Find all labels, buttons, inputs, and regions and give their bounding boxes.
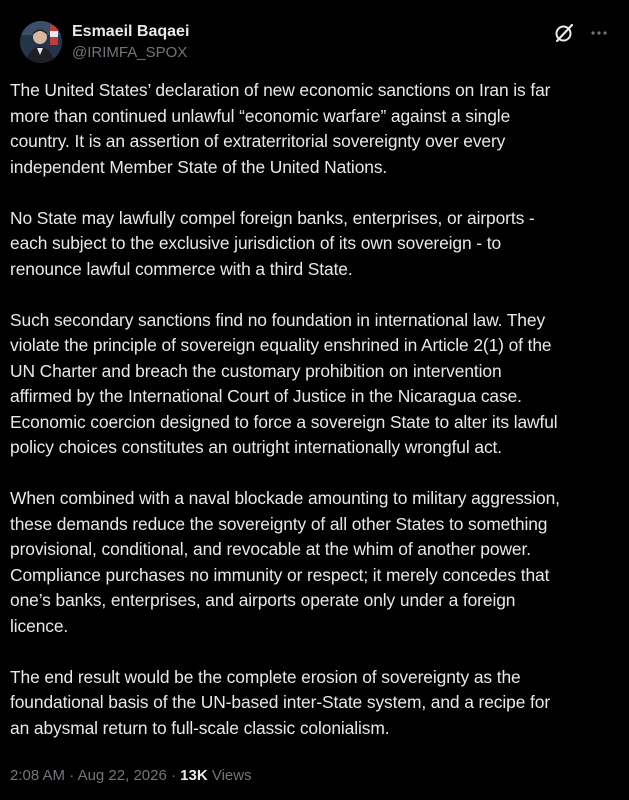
person-avatar-icon bbox=[20, 21, 62, 63]
meta-separator: · bbox=[65, 767, 78, 784]
tweet-paragraph: The United States’ declaration of new economic sanctions on Iran is far more than continued unlawful “economic warfare” against a single country. It is an assertion of extraterritorial sovereignty over every independent Member State of the United Nations. bbox=[10, 80, 551, 177]
grok-slash-circle-icon[interactable] bbox=[553, 22, 575, 44]
views-count[interactable]: 13K bbox=[180, 767, 208, 784]
tweet-text bbox=[10, 78, 610, 741]
avatar[interactable] bbox=[20, 21, 62, 63]
views-label: Views bbox=[207, 767, 252, 784]
handle[interactable]: @IRIMFA_SPOX bbox=[72, 44, 188, 61]
tweet-header bbox=[10, 0, 619, 76]
tweet-paragraph: The end result would be the complete erosion of sovereignty as the foundational basis of the UN-based inter-State system, and a recipe for an abysmal return to full-scale classic colonialism. bbox=[10, 666, 551, 738]
tweet-paragraph: Such secondary sanctions find no foundation in international law. They violate the principle of sovereign equality enshrined in Article 2(1) of the UN Charter and breach the customary prohibition on intervention affirmed by the International Court of Justice in the Nicaragua case. Economic coercion designed to force a sovereign State to alter its lawful policy choices constitutes an outright internationally wrongful act. bbox=[10, 309, 558, 457]
post-date[interactable]: Aug 22, 2026 bbox=[77, 767, 167, 784]
meta-separator: · bbox=[166, 767, 181, 784]
tweet-paragraph: No State may lawfully compel foreign banks, enterprises, or airports - each subject to the exclusive jurisdiction of its own sovereign - to renounce lawful commerce with a third State. bbox=[10, 207, 535, 279]
author-names bbox=[72, 22, 189, 63]
post-time[interactable]: 2:08 AM bbox=[10, 767, 66, 784]
display-name[interactable]: Esmaeil Baqaei bbox=[72, 23, 190, 40]
header-actions bbox=[553, 22, 609, 44]
tweet-meta bbox=[10, 766, 252, 786]
ellipsis-icon[interactable] bbox=[589, 23, 609, 43]
tweet-paragraph: When combined with a naval blockade amounting to military aggression, these demands reduce the sovereignty of all other States to something provisional, conditional, and revocable at the whim of another power. Compliance purchases no immunity or respect; it merely concedes that one’s banks, enterprises, and airports operate only under a foreign licence. bbox=[10, 488, 560, 636]
